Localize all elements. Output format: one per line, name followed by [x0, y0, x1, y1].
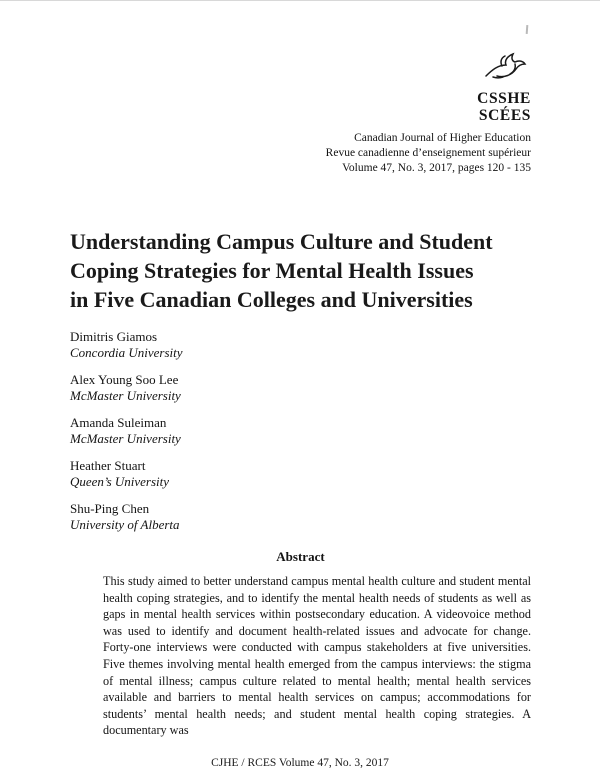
- journal-volume-info: Volume 47, No. 3, 2017, pages 120 - 135: [342, 162, 531, 174]
- author-block: [70, 329, 531, 361]
- author-name: Dimitris Giamos: [70, 329, 158, 344]
- paper-title-line: Understanding Campus Culture and Student: [70, 229, 493, 254]
- paper-title: [70, 227, 531, 314]
- author-block: [70, 415, 531, 447]
- author-block: [70, 501, 531, 533]
- journal-name-en: Canadian Journal of Higher Education: [354, 132, 531, 144]
- author-affiliation: Concordia University: [70, 345, 183, 360]
- author-block: [70, 372, 531, 404]
- abstract-text: This study aimed to better understand campus mental health culture and student mental health coping strategies, and to identify the mental health needs of students as well as gaps in mental health services within postsecondary education. A videovoice method was used to identify and document health-related issues and advocate for change. Forty-one interviews were conducted with campus stakeholders at five universities. Five themes involving mental health emerged from the campus interviews: the stigma of mental illness; campus culture related to mental health; mental health services available and barriers to mental health services on campus; accommodations for students’ mental health needs; and student mental health coping strategies. A documentary was: [103, 574, 531, 738]
- paper-title-line: Coping Strategies for Mental Health Issues: [70, 258, 474, 283]
- author-name: Amanda Suleiman: [70, 415, 167, 430]
- publisher-logo-text: [70, 90, 531, 124]
- publisher-logo-line-en: CSSHE: [477, 90, 531, 107]
- paper-title-line: in Five Canadian Colleges and Universities: [70, 287, 473, 312]
- author-name: Shu-Ping Chen: [70, 501, 150, 516]
- author-affiliation: Queen’s University: [70, 474, 170, 489]
- author-name: Alex Young Soo Lee: [70, 372, 179, 387]
- author-block: [70, 458, 531, 490]
- journal-citation-block: [70, 131, 531, 176]
- author-affiliation: McMaster University: [70, 431, 181, 446]
- author-name: Heather Stuart: [70, 458, 146, 473]
- journal-name-fr: Revue canadienne d’enseignement supérieur: [325, 147, 531, 159]
- author-affiliation: University of Alberta: [70, 517, 180, 532]
- journal-header: [70, 1, 531, 176]
- author-list: [70, 329, 531, 533]
- abstract-section: [70, 548, 531, 739]
- page-footer-running-title: CJHE / RCES Volume 47, No. 3, 2017: [211, 757, 389, 769]
- abstract-heading: Abstract: [276, 549, 325, 564]
- publisher-logo-line-fr: SCÉES: [478, 107, 531, 124]
- bird-logo-icon: [481, 51, 527, 83]
- author-affiliation: McMaster University: [70, 388, 181, 403]
